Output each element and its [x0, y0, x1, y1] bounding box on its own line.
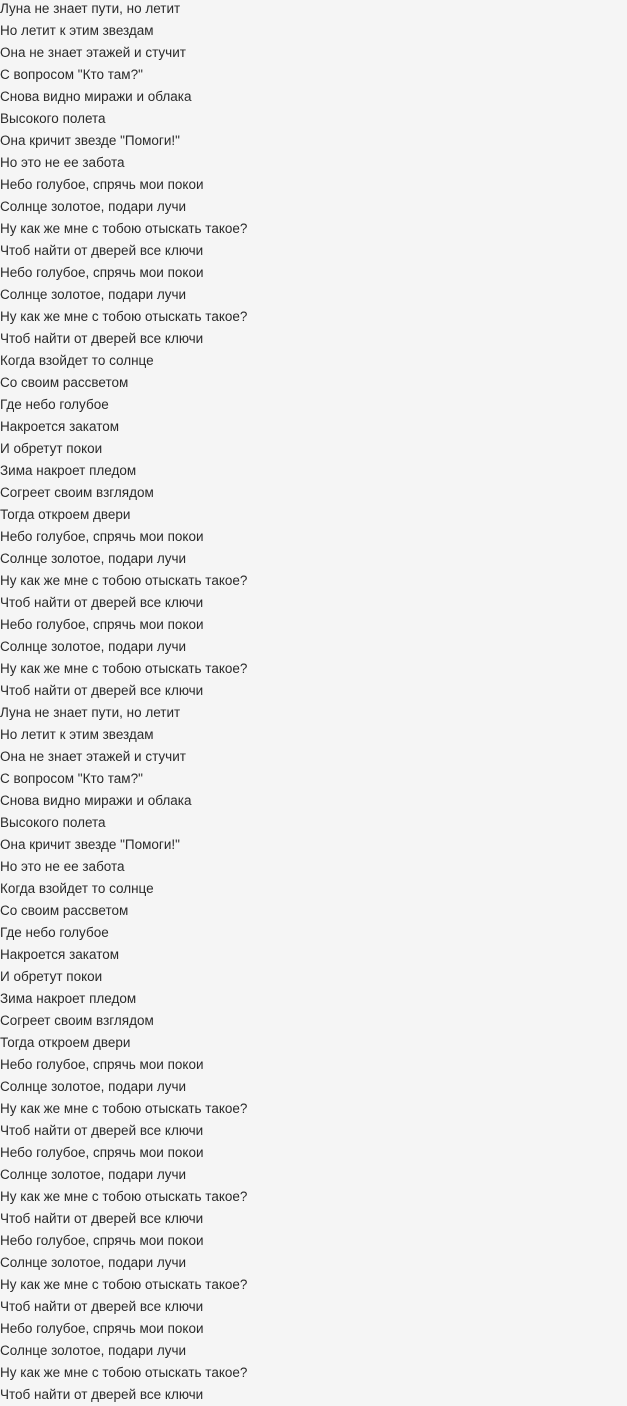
lyric-line: Где небо голубое — [0, 397, 109, 412]
lyric-line: Но летит к этим звездам — [0, 23, 154, 38]
lyric-line: Небо голубое, спрячь мои покои — [0, 177, 204, 192]
lyric-line: Снова видно миражи и облака — [0, 793, 192, 808]
lyric-line: Солнце золотое, подари лучи — [0, 199, 187, 214]
lyric-line: Высокого полета — [0, 111, 106, 126]
lyric-line: Она кричит звезде "Помоги!" — [0, 837, 180, 852]
lyric-line: Со своим рассветом — [0, 375, 129, 390]
lyric-line: С вопросом "Кто там?" — [0, 67, 143, 82]
lyric-line: Небо голубое, спрячь мои покои — [0, 617, 204, 632]
lyric-line: Солнце золотое, подари лучи — [0, 1167, 187, 1182]
lyric-line: Она кричит звезде "Помоги!" — [0, 133, 180, 148]
lyric-line: Ну как же мне с тобою отыскать такое? — [0, 221, 248, 236]
lyric-line: Когда взойдет то солнце — [0, 881, 154, 896]
lyric-line: Со своим рассветом — [0, 903, 129, 918]
lyric-line: Ну как же мне с тобою отыскать такое? — [0, 1277, 248, 1292]
lyrics-text — [0, 0, 247, 1406]
lyric-line: Ну как же мне с тобою отыскать такое? — [0, 309, 248, 324]
lyric-line: Небо голубое, спрячь мои покои — [0, 1145, 204, 1160]
lyric-line: Чтоб найти от дверей все ключи — [0, 331, 204, 346]
lyric-line: Накроется закатом — [0, 419, 120, 434]
lyric-line: Зима накроет пледом — [0, 463, 137, 478]
lyric-line: Снова видно миражи и облака — [0, 89, 192, 104]
lyric-line: Луна не знает пути, но летит — [0, 1, 181, 16]
lyric-line: С вопросом "Кто там?" — [0, 771, 143, 786]
lyric-line: Тогда откроем двери — [0, 1035, 131, 1050]
lyric-line: Высокого полета — [0, 815, 106, 830]
lyric-line: Зима накроет пледом — [0, 991, 137, 1006]
lyric-line: Чтоб найти от дверей все ключи — [0, 1299, 204, 1314]
lyric-line: Когда взойдет то солнце — [0, 353, 154, 368]
lyric-line: Солнце золотое, подари лучи — [0, 639, 187, 654]
lyric-line: Чтоб найти от дверей все ключи — [0, 243, 204, 258]
lyric-line: Она не знает этажей и стучит — [0, 749, 186, 764]
lyric-line: Накроется закатом — [0, 947, 120, 962]
lyric-line: Ну как же мне с тобою отыскать такое? — [0, 1189, 248, 1204]
lyric-line: И обретут покои — [0, 969, 103, 984]
lyric-line: Небо голубое, спрячь мои покои — [0, 265, 204, 280]
lyric-line: Солнце золотое, подари лучи — [0, 1255, 187, 1270]
lyric-line: Чтоб найти от дверей все ключи — [0, 595, 204, 610]
lyric-line: Солнце золотое, подари лучи — [0, 1079, 187, 1094]
lyric-line: Она не знает этажей и стучит — [0, 45, 186, 60]
lyric-line: Чтоб найти от дверей все ключи — [0, 683, 204, 698]
lyric-line: Ну как же мне с тобою отыскать такое? — [0, 1101, 248, 1116]
lyric-line: Чтоб найти от дверей все ключи — [0, 1387, 204, 1402]
lyric-line: Ну как же мне с тобою отыскать такое? — [0, 1365, 248, 1380]
lyric-line: Но это не ее забота — [0, 859, 125, 874]
lyric-line: Солнце золотое, подари лучи — [0, 287, 187, 302]
lyric-line: Солнце золотое, подари лучи — [0, 551, 187, 566]
lyric-line: Небо голубое, спрячь мои покои — [0, 1233, 204, 1248]
lyric-line: Но летит к этим звездам — [0, 727, 154, 742]
lyric-line: Солнце золотое, подари лучи — [0, 1343, 187, 1358]
lyric-line: Но это не ее забота — [0, 155, 125, 170]
lyric-line: Где небо голубое — [0, 925, 109, 940]
lyric-line: И обретут покои — [0, 441, 103, 456]
lyric-line: Чтоб найти от дверей все ключи — [0, 1123, 204, 1138]
lyric-line: Луна не знает пути, но летит — [0, 705, 181, 720]
lyric-line: Чтоб найти от дверей все ключи — [0, 1211, 204, 1226]
lyric-line: Согреет своим взглядом — [0, 1013, 154, 1028]
lyric-line: Согреет своим взглядом — [0, 485, 154, 500]
lyric-line: Тогда откроем двери — [0, 507, 131, 522]
lyric-line: Небо голубое, спрячь мои покои — [0, 1321, 204, 1336]
lyric-line: Небо голубое, спрячь мои покои — [0, 529, 204, 544]
lyric-line: Ну как же мне с тобою отыскать такое? — [0, 661, 248, 676]
lyric-line: Небо голубое, спрячь мои покои — [0, 1057, 204, 1072]
lyric-line: Ну как же мне с тобою отыскать такое? — [0, 573, 248, 588]
